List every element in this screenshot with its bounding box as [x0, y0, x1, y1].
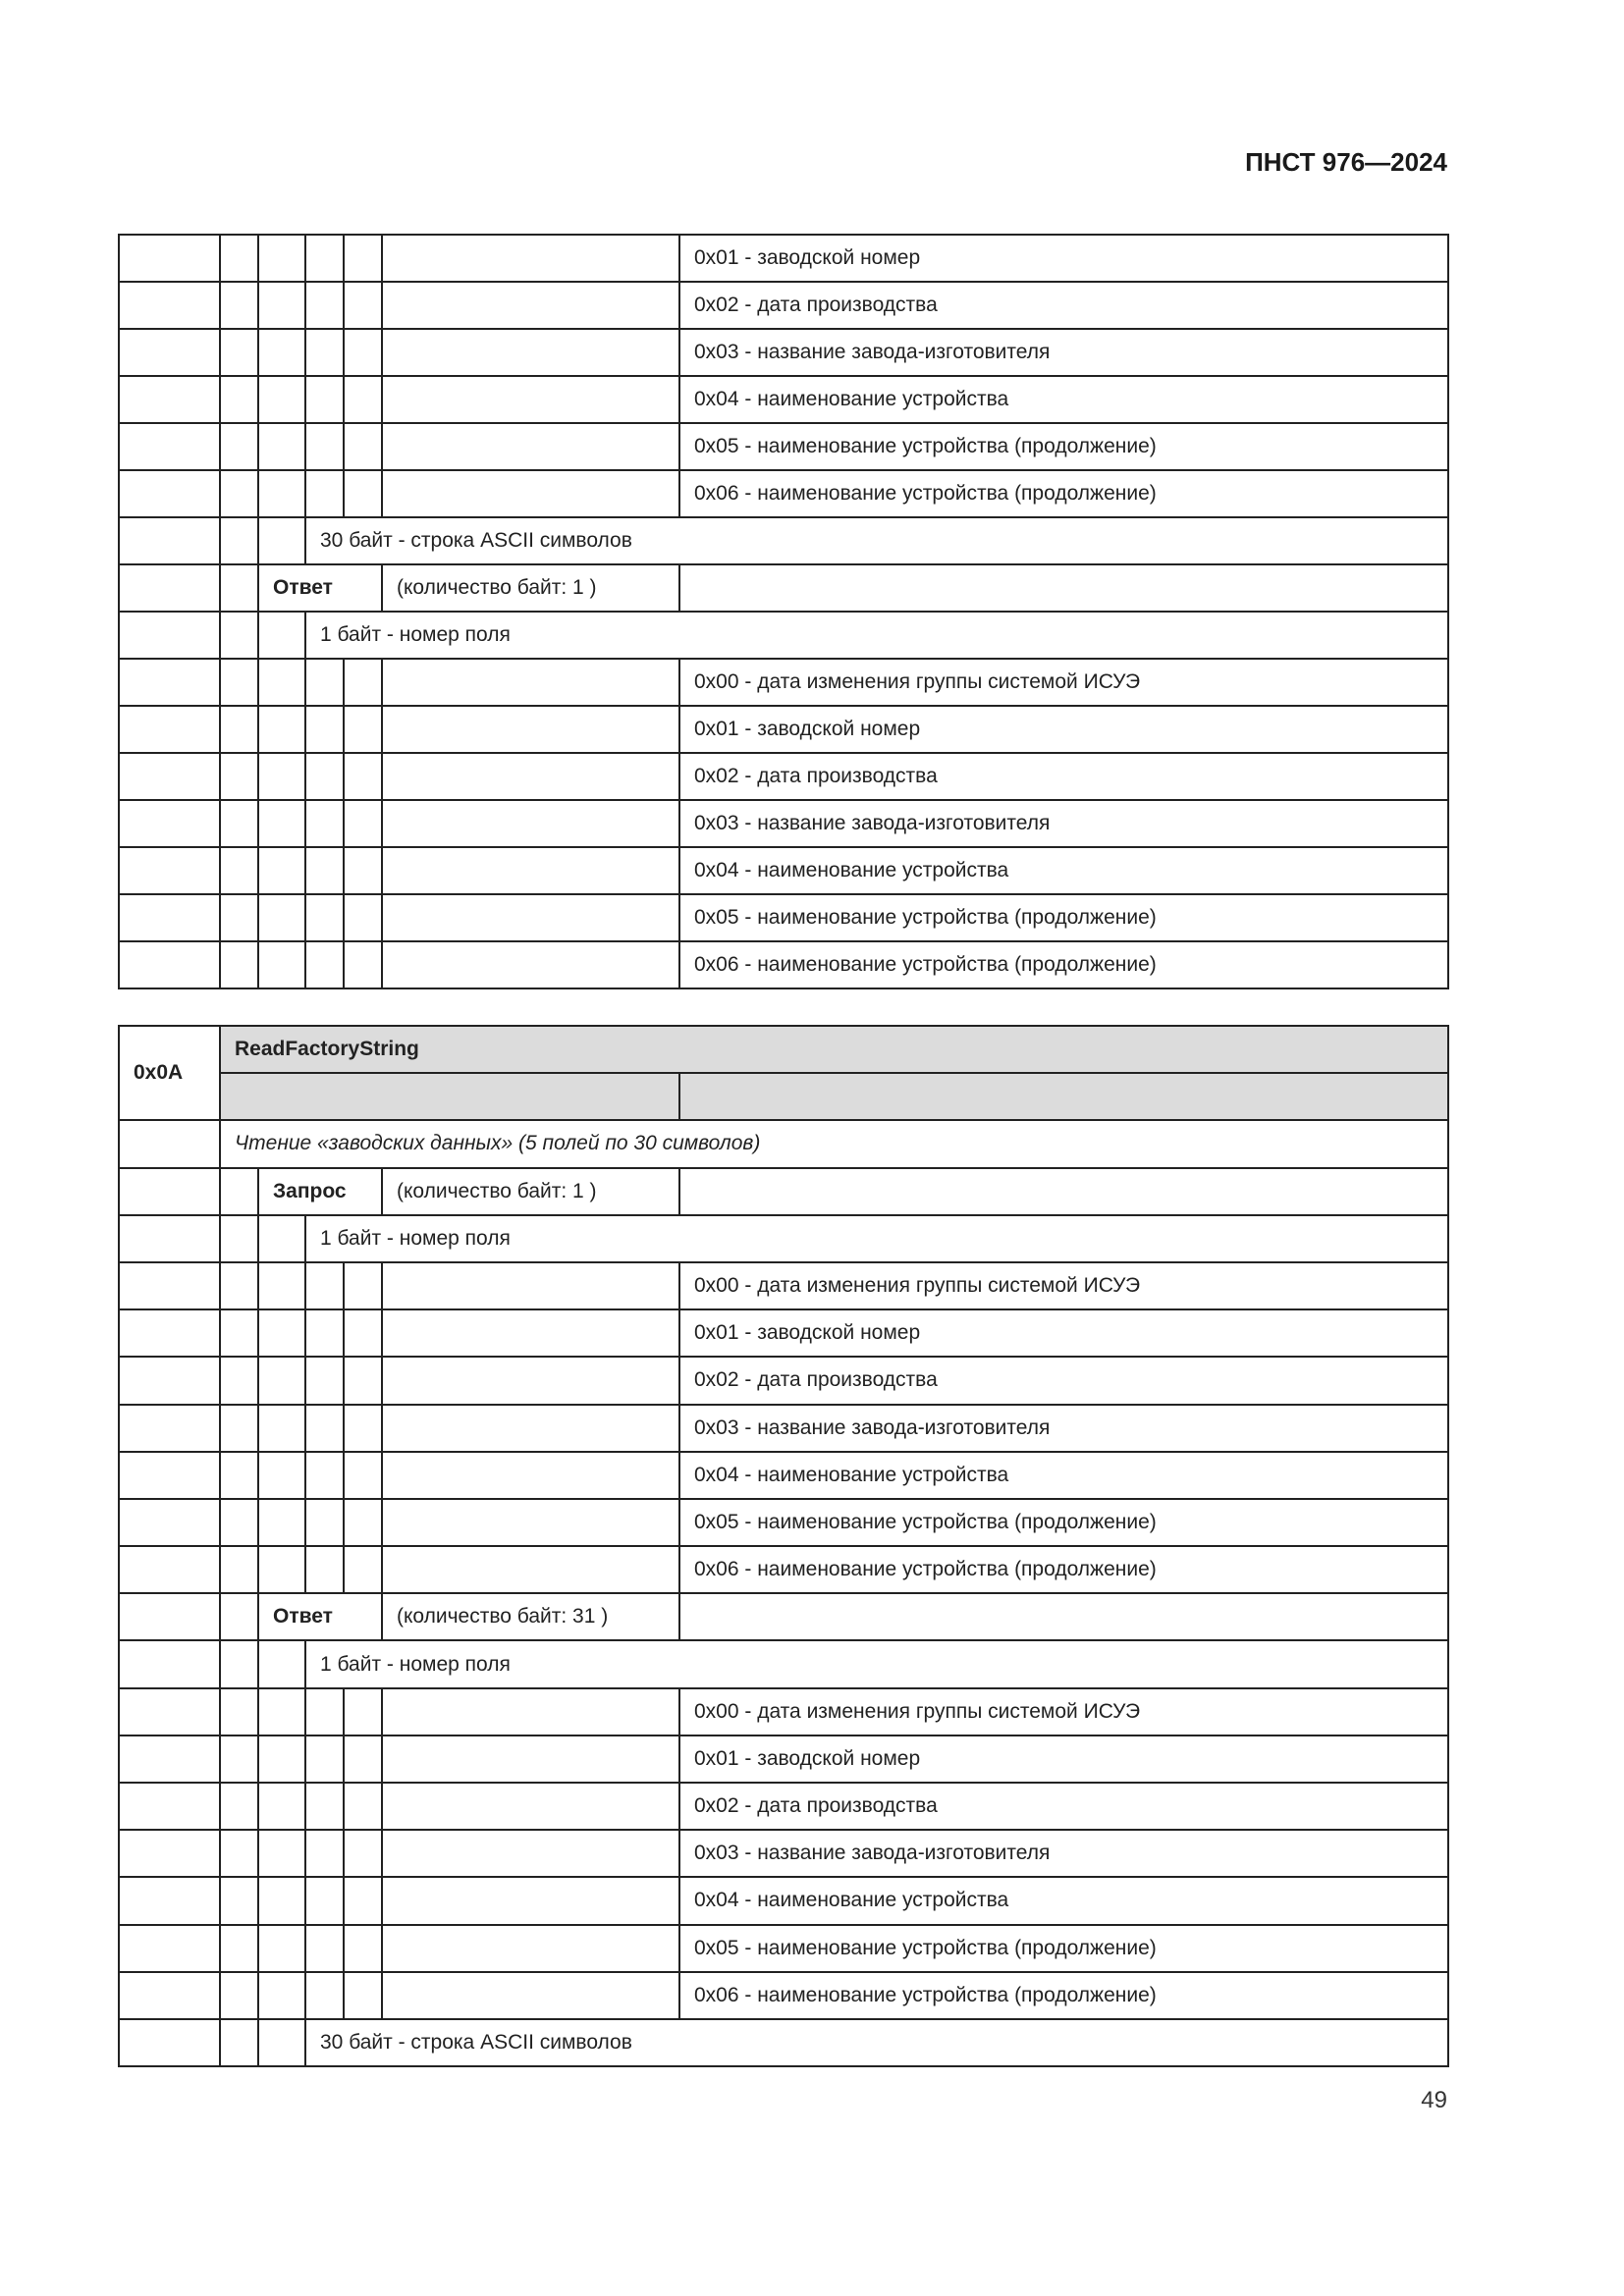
table-row: [119, 1640, 1448, 1687]
table-row: [119, 1168, 1448, 1215]
field-option: 0x02 - дата производства: [679, 1357, 1448, 1404]
field-option: 0x02 - дата производства: [679, 282, 1448, 329]
table-row: [119, 894, 1448, 941]
continuation-table: [118, 234, 1449, 989]
table-row: [119, 564, 1448, 612]
table-row: [119, 1546, 1448, 1593]
table-row: [119, 612, 1448, 659]
field-option: 0x06 - наименование устройства (продолжение): [679, 941, 1448, 988]
answer-label: Ответ: [258, 564, 382, 612]
field-number-label: 1 байт - номер поля: [305, 612, 1448, 659]
field-option: 0x03 - название завода-изготовителя: [679, 1830, 1448, 1877]
table-row: [119, 1877, 1448, 1924]
table-row: [119, 2019, 1448, 2066]
field-number-label: 1 байт - номер поля: [305, 1640, 1448, 1687]
field-option: 0x00 - дата изменения группы системой ИСУЭ: [679, 1688, 1448, 1735]
table-row: [119, 1688, 1448, 1735]
table-row: [119, 659, 1448, 706]
table-row: [119, 1073, 1448, 1120]
table-row: [119, 847, 1448, 894]
field-option: 0x06 - наименование устройства (продолжение): [679, 1972, 1448, 2019]
table-row: [119, 1830, 1448, 1877]
field-option: 0x03 - название завода-изготовителя: [679, 800, 1448, 847]
table-row: [119, 1499, 1448, 1546]
field-number-label: 1 байт - номер поля: [305, 1215, 1448, 1262]
field-option: 0x05 - наименование устройства (продолжение): [679, 1925, 1448, 1972]
field-option: 0x04 - наименование устройства: [679, 1452, 1448, 1499]
table-row: [119, 1215, 1448, 1262]
table-row: [119, 1026, 1448, 1073]
command-name: ReadFactoryString: [220, 1026, 1448, 1073]
answer-label: Ответ: [258, 1593, 382, 1640]
field-option: 0x00 - дата изменения группы системой ИСУЭ: [679, 1262, 1448, 1309]
field-option: 0x01 - заводской номер: [679, 1735, 1448, 1783]
command-code: 0x0A: [119, 1026, 220, 1120]
table-row: [119, 1262, 1448, 1309]
page-number: 49: [1421, 2087, 1447, 2113]
table-row: [119, 282, 1448, 329]
table-row: [119, 800, 1448, 847]
table-row: [119, 329, 1448, 376]
field-option: 0x01 - заводской номер: [679, 235, 1448, 282]
field-option: 0x04 - наименование устройства: [679, 847, 1448, 894]
ascii-string-label: 30 байт - строка ASCII символов: [305, 2019, 1448, 2066]
answer-bytes: (количество байт: 1 ): [382, 564, 679, 612]
table-row: [119, 235, 1448, 282]
table-row: [119, 1783, 1448, 1830]
field-option: 0x05 - наименование устройства (продолжение): [679, 423, 1448, 470]
table-row: [119, 1452, 1448, 1499]
table-row: [119, 1593, 1448, 1640]
table-row: [119, 1925, 1448, 1972]
request-label: Запрос: [258, 1168, 382, 1215]
answer-bytes: (количество байт: 31 ): [382, 1593, 679, 1640]
read-factory-string-table: [118, 1025, 1449, 2067]
table-row: [119, 1309, 1448, 1357]
field-option: 0x03 - название завода-изготовителя: [679, 329, 1448, 376]
table-row: [119, 1405, 1448, 1452]
field-option: 0x04 - наименование устройства: [679, 376, 1448, 423]
field-option: 0x02 - дата производства: [679, 1783, 1448, 1830]
field-option: 0x00 - дата изменения группы системой ИСУЭ: [679, 659, 1448, 706]
table-row: [119, 1972, 1448, 2019]
field-option: 0x06 - наименование устройства (продолжение): [679, 1546, 1448, 1593]
field-option: 0x03 - название завода-изготовителя: [679, 1405, 1448, 1452]
field-option: 0x05 - наименование устройства (продолжение): [679, 1499, 1448, 1546]
command-description: Чтение «заводских данных» (5 полей по 30 символов): [220, 1120, 1448, 1167]
document-code: ПНСТ 976—2024: [1245, 147, 1447, 177]
field-option: 0x05 - наименование устройства (продолжение): [679, 894, 1448, 941]
field-option: 0x01 - заводской номер: [679, 706, 1448, 753]
table-row: [119, 1120, 1448, 1167]
field-option: 0x06 - наименование устройства (продолжение): [679, 470, 1448, 517]
table-row: [119, 1735, 1448, 1783]
field-option: 0x01 - заводской номер: [679, 1309, 1448, 1357]
table-row: [119, 517, 1448, 564]
table-row: [119, 941, 1448, 988]
table-row: [119, 423, 1448, 470]
field-option: 0x02 - дата производства: [679, 753, 1448, 800]
table-row: [119, 706, 1448, 753]
field-option: 0x04 - наименование устройства: [679, 1877, 1448, 1924]
table-row: [119, 470, 1448, 517]
ascii-string-label: 30 байт - строка ASCII символов: [305, 517, 1448, 564]
table-row: [119, 753, 1448, 800]
table-row: [119, 376, 1448, 423]
table-row: [119, 1357, 1448, 1404]
request-bytes: (количество байт: 1 ): [382, 1168, 679, 1215]
